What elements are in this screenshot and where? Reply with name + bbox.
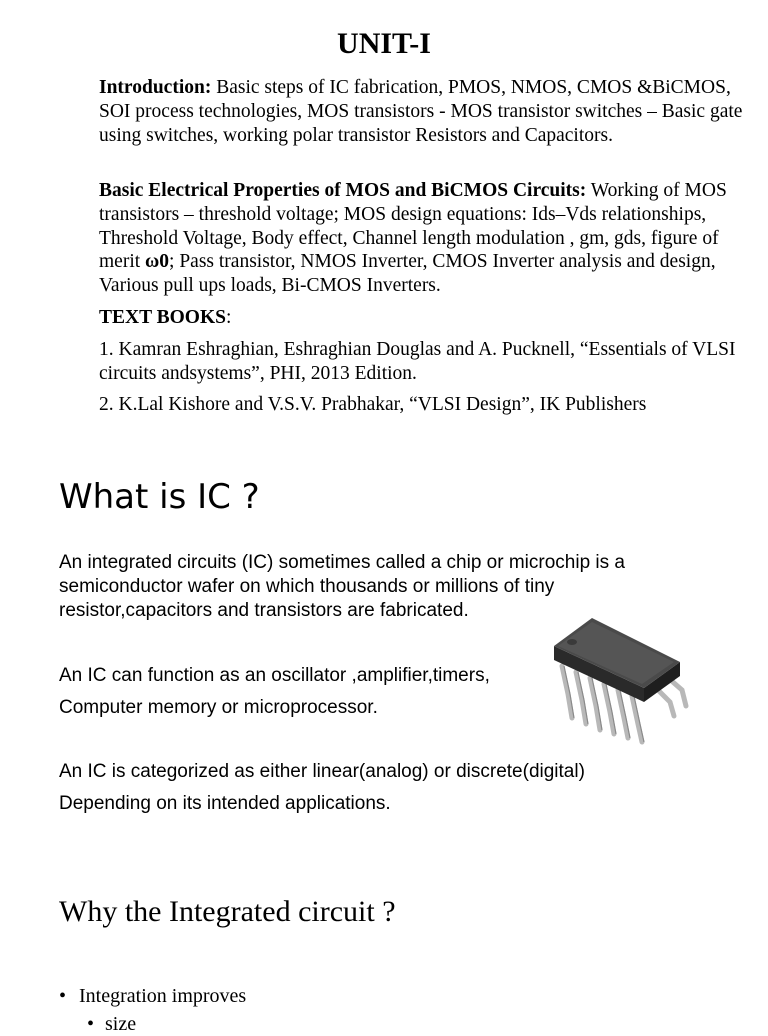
ic-category-line-2: Depending on its intended applications. — [59, 793, 391, 814]
textbooks-colon: : — [225, 307, 232, 328]
intro-label: Introduction: — [99, 77, 212, 98]
ic-category-line-1: An IC is categorized as either linear(analog) or discrete(digital) — [59, 761, 585, 782]
bullet-marker: • — [59, 985, 67, 1007]
ic-function-line-1: An IC can function as an oscillator ,amplifier,timers, — [59, 665, 490, 686]
textbooks-label: TEXT BOOKS — [99, 307, 226, 328]
textbooks-heading — [99, 306, 754, 330]
omega-symbol: ω0 — [145, 251, 170, 273]
why-ic-heading: Why the Integrated circuit ? — [59, 895, 396, 928]
bullet-item-integration — [59, 984, 246, 1008]
sub-bullet-text: size — [105, 1013, 137, 1035]
sub-bullet-marker: • — [87, 1013, 95, 1035]
textbook-item-2: 2. K.Lal Kishore and V.S.V. Prabhakar, “VLSI Design”, IK Publishers — [99, 394, 647, 415]
intro-text: Basic steps of IC fabrication, PMOS, NMOS, CMOS &BiCMOS, SOI process technologies, MOS transistors - MOS transistor switches – Basic gate using switches, working polar transistor Resistors and Capacitors. — [99, 77, 743, 146]
sub-bullet-item-size — [87, 1012, 136, 1036]
page-title: UNIT-I — [337, 27, 431, 60]
intro-paragraph — [99, 76, 754, 147]
bullet-text: Integration improves — [79, 985, 247, 1007]
properties-text-after: ; Pass transistor, NMOS Inverter, CMOS Inverter analysis and design, Various pull ups loads, Bi-CMOS Inverters. — [99, 251, 716, 297]
ic-definition-paragraph: An integrated circuits (IC) sometimes called a chip or microchip is a semiconductor wafer on which thousands or millions of tiny resistor,capacitors and transistors are fabricated. — [59, 552, 625, 621]
properties-text-before: Working of MOS transistors – threshold voltage; MOS design equations: Ids–Vds relationships, Threshold Voltage, Body effect, Channel length modulation , gm, gds, figure of merit — [99, 180, 727, 273]
properties-paragraph — [99, 179, 754, 298]
what-is-ic-heading: What is IC ? — [59, 477, 260, 517]
textbook-item-1: 1. Kamran Eshraghian, Eshraghian Douglas and A. Pucknell, “Essentials of VLSI circuits andsystems”, PHI, 2013 Edition. — [99, 339, 736, 384]
ic-function-line-2: Computer memory or microprocessor. — [59, 697, 378, 718]
ic-chip-image — [548, 606, 693, 746]
properties-label: Basic Electrical Properties of MOS and BiCMOS Circuits: — [99, 180, 587, 201]
